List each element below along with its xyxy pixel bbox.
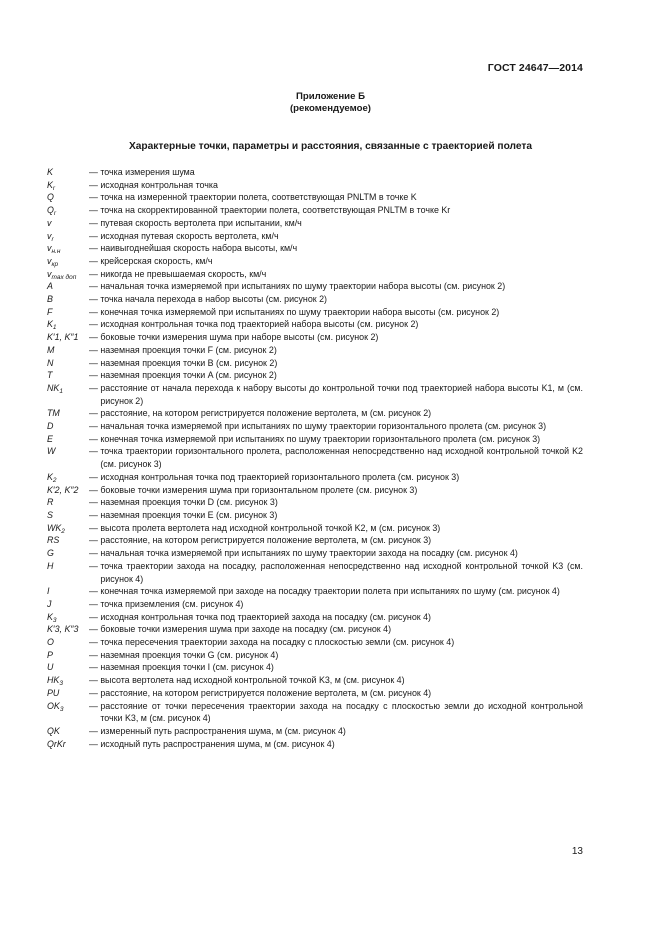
definition-symbol: J (47, 598, 52, 609)
definition-dash: — (89, 370, 101, 381)
definition-row (47, 534, 583, 547)
definition-text: высота вертолета над исходной контрольной точкой K3, м (см. рисунок 4) (100, 675, 405, 686)
definition-text: расстояние от точки пересечения траектории захода на посадку с плоскостью земли до исходной контрольной точки K3, м (см. рисунок 4) (100, 700, 583, 724)
definition-row (47, 179, 583, 192)
definition-text: боковые точки измерения шума при наборе высоты (см. рисунок 2) (100, 332, 379, 343)
definition-row (47, 509, 583, 522)
definition-symbol: F (47, 306, 53, 317)
definition-symbol: M (47, 344, 55, 355)
definition-symbol-subscript: 3 (59, 705, 64, 713)
definition-dash: — (89, 230, 101, 241)
definition-text: исходная контрольная точка (100, 179, 218, 190)
definition-row (47, 496, 583, 509)
definition-symbol-subscript: н.н (51, 248, 61, 256)
definition-row (47, 382, 583, 407)
definition-symbol: P (47, 649, 53, 660)
definition-dash: — (89, 509, 101, 520)
definition-symbol: $K_1$ (47, 319, 57, 332)
definition-symbol: $NK_1$ (47, 382, 63, 395)
definition-text: боковые точки измерения шума при заходе на посадку (см. рисунок 4) (100, 624, 392, 635)
definition-text: точка приземления (см. рисунок 4) (100, 598, 244, 609)
definition-dash: — (89, 408, 101, 419)
definition-text: крейсерская скорость, км/ч (100, 255, 213, 266)
definition-symbol: N (47, 357, 54, 368)
definition-text: начальная точка измеряемой при испытаниях по шуму траектории набора высоты (см. рисунок 2) (100, 281, 506, 292)
definition-symbol: $K_3$ (47, 611, 57, 624)
definition-text: конечная точка измеряемой при испытаниях по шуму траектории горизонтального пролета (см. рисунок 3) (100, 433, 541, 444)
definition-dash: — (89, 598, 101, 609)
definition-symbol-subscript: r (51, 235, 54, 243)
definition-dash: — (89, 548, 101, 559)
section-title: Характерные точки, параметры и расстояния, связанные с траекторией полета (128, 141, 533, 152)
definition-symbol: $v_r$ (47, 230, 54, 243)
definition-row (47, 306, 583, 319)
definition-symbol: $WK_2$ (47, 522, 65, 535)
definition-row (47, 242, 583, 255)
definition-row (47, 445, 583, 470)
definition-symbol: I (47, 586, 50, 597)
definition-symbol: K′3, K″3 (47, 624, 79, 635)
definition-text: наземная проекция точки F (см. рисунок 2) (100, 344, 277, 355)
definition-text: расстояние, на котором регистрируется положение вертолета, м (см. рисунок 2) (100, 408, 432, 419)
definition-text: исходный путь распространения шума, м (см. рисунок 4) (100, 738, 335, 749)
definition-symbol: $HK_3$ (47, 675, 63, 688)
definition-dash: — (89, 700, 101, 711)
definition-row (47, 407, 583, 420)
definition-symbol: K′1, K″1 (47, 332, 79, 343)
definition-symbol: S (47, 509, 53, 520)
definition-symbol: R (47, 497, 54, 508)
definition-row (47, 471, 583, 484)
definition-dash: — (89, 319, 101, 330)
definition-row (47, 293, 583, 306)
definition-symbol: K′2, K″2 (47, 484, 79, 495)
definition-dash: — (89, 675, 101, 686)
definition-dash: — (89, 560, 101, 571)
definition-row (47, 420, 583, 433)
definition-row (47, 674, 583, 687)
definition-symbol: W (47, 446, 56, 457)
appendix-heading (0, 91, 661, 115)
definition-row (47, 687, 583, 700)
definition-symbol: $v_{кр}$ (47, 255, 59, 268)
definition-text: точка траектории захода на посадку, расположенная непосредственно над исходной контрольной точкой K3 (см. рисунок 4) (100, 560, 583, 584)
definition-text: наземная проекция точки G (см. рисунок 4) (100, 649, 279, 660)
definition-text: точка пересечения траектории захода на посадку с плоскостью земли (см. рисунок 4) (100, 637, 455, 648)
definition-symbol: T (47, 370, 53, 381)
definition-dash: — (89, 649, 101, 660)
definition-row (47, 268, 583, 281)
definition-symbol: A (47, 281, 53, 292)
definition-row (47, 725, 583, 738)
definition-symbol: D (47, 421, 54, 432)
definition-row (47, 560, 583, 585)
definition-text: никогда не превышаемая скорость, км/ч (100, 268, 267, 279)
definition-text: наивыгоднейшая скорость набора высоты, км/ч (100, 243, 298, 254)
definition-dash: — (89, 281, 101, 292)
definition-dash: — (89, 167, 101, 177)
definition-text: конечная точка измеряемой при заходе на посадку траектории полета при испытаниях по шуму (см. рисунок 4) (100, 586, 560, 597)
definition-dash: — (89, 268, 101, 279)
definition-dash: — (89, 179, 101, 190)
definition-text: наземная проекция точки I (см. рисунок 4) (100, 662, 274, 673)
appendix-title: Приложение Б (296, 91, 365, 102)
definition-row (47, 280, 583, 293)
definition-row (47, 344, 583, 357)
definition-symbol-subscript: r (52, 184, 56, 192)
definition-symbol: K (47, 167, 53, 177)
definition-dash: — (89, 662, 101, 673)
definition-text: расстояние, на котором регистрируется положение вертолета, м (см. рисунок 3) (100, 535, 432, 546)
definition-symbol-subscript: 1 (59, 387, 63, 395)
definition-row (47, 585, 583, 598)
definition-symbol: RS (47, 535, 60, 546)
definition-dash: — (89, 687, 101, 698)
definition-dash: — (89, 433, 101, 444)
definition-symbol: QK (47, 725, 60, 736)
definition-row (47, 331, 583, 344)
definition-row (47, 217, 583, 230)
definition-row (47, 433, 583, 446)
appendix-subtitle: (рекомендуемое) (289, 103, 371, 114)
definition-symbol: $K_2$ (47, 471, 57, 484)
definition-text: начальная точка измеряемой при испытаниях по шуму траектории горизонтального пролета (см. рисунок 3) (100, 421, 547, 432)
definition-dash: — (89, 357, 101, 368)
definition-text: точка траектории горизонтального пролета, расположенная непосредственно над исходной контрольной точкой K2 (см. рисунок 3) (100, 446, 583, 470)
definition-row (47, 369, 583, 382)
definition-dash: — (89, 725, 101, 736)
definition-text: исходная контрольная точка под траекторией захода на посадку (см. рисунок 4) (100, 611, 432, 622)
definition-text: исходная контрольная точка под траекторией горизонтального пролета (см. рисунок 3) (100, 471, 460, 482)
definition-text: высота пролета вертолета над исходной контрольной точкой K2, м (см. рисунок 3) (100, 522, 441, 533)
definition-row (47, 547, 583, 560)
definition-symbol: G (47, 548, 54, 559)
definition-dash: — (89, 497, 101, 508)
definition-symbol-subscript: 1 (52, 324, 57, 332)
definition-row (47, 700, 583, 725)
definition-text: точка на скорректированной траектории полета, соответствующая PNLTM в точке Kr (100, 205, 451, 216)
definition-text: начальная точка измеряемой при испытаниях по шуму траектории захода на посадку (см. рисунок 4) (100, 548, 518, 559)
definition-row (47, 611, 583, 624)
definitions-list (47, 166, 583, 750)
definition-dash: — (89, 217, 101, 228)
definition-row (47, 661, 583, 674)
definition-text: наземная проекция точки D (см. рисунок 3) (100, 497, 278, 508)
definition-row (47, 522, 583, 535)
definition-text: исходная путевая скорость вертолета, км/ч (100, 230, 279, 241)
definition-text: конечная точка измеряемой при испытаниях по шуму траектории набора высоты (см. рисунок 2) (100, 306, 500, 317)
definition-symbol: QrKr (47, 738, 66, 749)
document-code: ГОСТ 24647—2014 (487, 62, 583, 74)
definition-dash: — (89, 471, 101, 482)
definition-dash: — (89, 611, 101, 622)
definition-dash: — (89, 243, 101, 254)
definition-symbol: U (47, 662, 54, 673)
definition-text: точка на измеренной траектории полета, соответствующая PNLTM в точке K (100, 192, 417, 203)
definition-text: исходная контрольная точка под траекторией набора высоты (см. рисунок 2) (100, 319, 419, 330)
definition-symbol: $OK_3$ (47, 700, 64, 713)
definition-dash: — (89, 522, 101, 533)
definition-symbol-subscript: 3 (52, 616, 57, 624)
definition-symbol: B (47, 294, 53, 305)
definition-dash: — (89, 586, 101, 597)
definition-row (47, 204, 583, 217)
definition-text: точка начала перехода в набор высоты (см. рисунок 2) (100, 294, 328, 305)
definition-dash: — (89, 637, 101, 648)
definition-symbol-subscript: кр (51, 260, 59, 268)
definition-text: путевая скорость вертолета при испытании, км/ч (100, 217, 302, 228)
definition-symbol: H (47, 560, 54, 571)
definition-row (47, 623, 583, 636)
definition-text: наземная проекция точки E (см. рисунок 3) (100, 509, 278, 520)
definition-symbol-subscript: r (53, 210, 57, 218)
definition-symbol: $K_r$ (47, 179, 56, 192)
definition-symbol-subscript: 3 (59, 680, 63, 688)
definition-dash: — (89, 344, 101, 355)
definition-symbol-subscript: 2 (52, 476, 57, 484)
definition-text: точка измерения шума (100, 167, 195, 177)
definition-symbol: E (47, 433, 53, 444)
definition-symbol: $v_{max доп}$ (47, 268, 77, 281)
definition-row (47, 484, 583, 497)
definition-text: наземная проекция точки A (см. рисунок 2) (100, 370, 277, 381)
definition-symbol: $v_{н.н}$ (47, 243, 61, 256)
definition-dash: — (89, 332, 101, 343)
definition-row (47, 166, 583, 179)
definition-dash: — (89, 382, 101, 393)
definition-symbol-subscript: 2 (61, 527, 65, 535)
definition-text: расстояние, на котором регистрируется положение вертолета, м (см. рисунок 4) (100, 687, 432, 698)
definition-text: расстояние от начала перехода к набору высоты до контрольной точки под траекторией набора высоты K1, м (см. рисунок 2) (100, 382, 583, 406)
definition-symbol-subscript: max доп (51, 273, 77, 281)
definition-symbol: TM (47, 408, 60, 419)
definition-row (47, 649, 583, 662)
definition-dash: — (89, 738, 101, 749)
definition-dash: — (89, 205, 101, 216)
definition-dash: — (89, 446, 101, 457)
definition-symbol: O (47, 637, 54, 648)
definition-row (47, 357, 583, 370)
definition-dash: — (89, 255, 101, 266)
definition-row (47, 191, 583, 204)
definition-dash: — (89, 421, 101, 432)
definition-symbol: Q (47, 192, 54, 203)
definition-row (47, 636, 583, 649)
definition-dash: — (89, 484, 101, 495)
definition-symbol: v (47, 217, 52, 228)
definition-row (47, 230, 583, 243)
definition-dash: — (89, 192, 101, 203)
page-number: 13 (571, 846, 583, 857)
definition-dash: — (89, 294, 101, 305)
definition-dash: — (89, 306, 101, 317)
definition-row (47, 738, 583, 751)
definition-row (47, 255, 583, 268)
definition-text: наземная проекция точки B (см. рисунок 2) (100, 357, 278, 368)
definition-text: измеренный путь распространения шума, м (см. рисунок 4) (100, 725, 346, 736)
definition-row (47, 598, 583, 611)
definition-symbol: $Q_r$ (47, 205, 57, 218)
definition-symbol: PU (47, 687, 60, 698)
definition-text: боковые точки измерения шума при горизонтальном пролете (см. рисунок 3) (100, 484, 418, 495)
definition-dash: — (89, 535, 101, 546)
definition-dash: — (89, 624, 101, 635)
definition-row (47, 318, 583, 331)
